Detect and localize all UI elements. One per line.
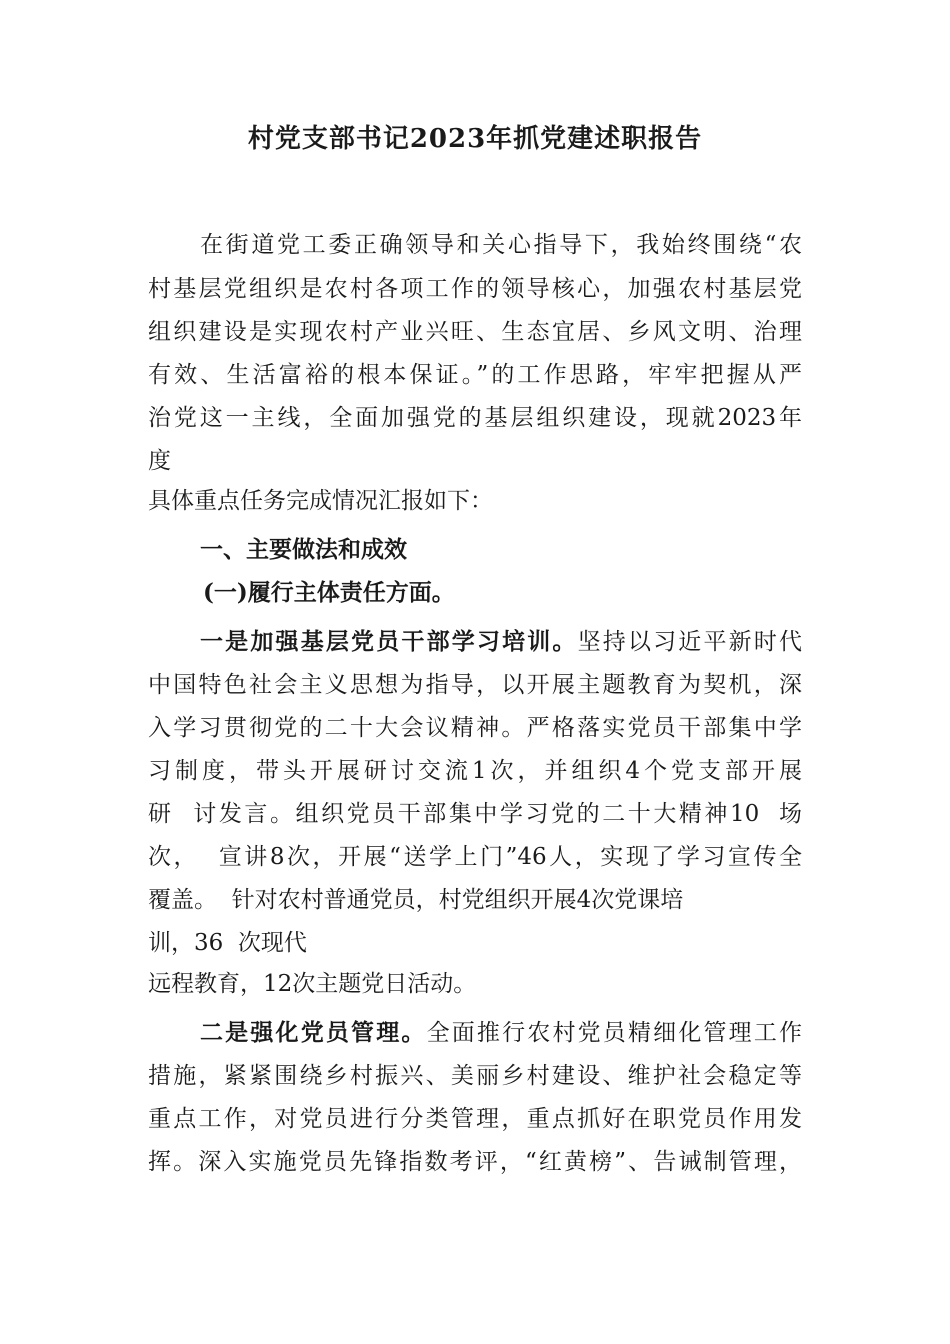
para2-line-2: 措施，紧紧围绕乡村振兴、美丽乡村建设、维护社会稳定等 xyxy=(148,1063,802,1089)
para1-line-2: 中国特色社会主义思想为指导，以开展主题教育为契机，深 xyxy=(148,672,802,698)
para1-line-3: 入学习贯彻党的二十大会议精神。严格落实党员干部集中学 xyxy=(148,715,802,741)
para1-line-8: 训，36 次现代 xyxy=(148,930,307,956)
para2-line-3: 重点工作，对党员进行分类管理，重点抓好在职党员作用发 xyxy=(148,1106,802,1132)
para1-line-1 xyxy=(200,623,802,656)
intro-line-4: 有效、生活富裕的根本保证。”的工作思路，牢牢把握从严 xyxy=(148,362,802,388)
intro-line-6: 度 xyxy=(148,448,171,474)
intro-line-1: 在街道党工委正确领导和关心指导下，我始终围绕“农 xyxy=(200,232,802,258)
para1-line-7: 覆盖。 针对农村普通党员，村党组织开展4次党课培 xyxy=(148,887,684,913)
intro-line-5: 治党这一主线，全面加强党的基层组织建设，现就2023年 xyxy=(148,405,802,431)
document-title: 村党支部书记2023年抓党建述职报告 xyxy=(247,124,703,154)
para2-line-1 xyxy=(200,1014,802,1047)
para1-lead: 一是加强基层党员干部学习培训。 xyxy=(200,628,578,655)
para2-lead: 二是强化党员管理。 xyxy=(200,1019,427,1046)
para1-line-1-text: 坚持以习近平新时代 xyxy=(577,629,803,655)
para1-line-9: 远程教育，12次主题党日活动。 xyxy=(148,971,477,997)
intro-line-2: 村基层党组织是农村各项工作的领导核心，加强农村基层党 xyxy=(148,276,802,302)
para2-line-1-text: 全面推行农村党员精细化管理工作 xyxy=(426,1020,803,1046)
subsection-heading: (一)履行主体责任方面。 xyxy=(203,579,455,606)
para1-line-4: 习制度，带头开展研讨交流1次，并组织4个党支部开展 xyxy=(148,758,802,784)
para2-line-4: 挥。深入实施党员先锋指数考评，“红黄榜”、告诫制管理， xyxy=(148,1149,802,1175)
intro-line-7: 具体重点任务完成情况汇报如下： xyxy=(148,488,493,514)
para1-line-6: 次， 宣讲8次，开展“送学上门”46人，实现了学习宣传全 xyxy=(148,844,802,870)
intro-line-3: 组织建设是实现农村产业兴旺、生态宜居、乡风文明、治理 xyxy=(148,319,802,345)
para1-line-5: 研 讨发言。组织党员干部集中学习党的二十大精神10 场 xyxy=(148,801,802,827)
section-heading: 一、主要做法和成效 xyxy=(200,536,407,563)
